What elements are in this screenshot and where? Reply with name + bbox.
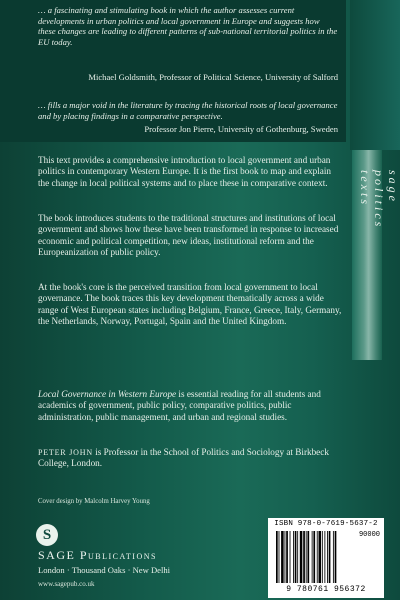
barcode-digits: 9 780761 956372: [286, 585, 366, 594]
review-attribution-2: Professor Jon Pierre, University of Gothenburg, Sweden: [144, 124, 338, 134]
book-title: Local Governance in Western Europe: [38, 389, 177, 399]
barcode-box: [268, 518, 384, 598]
description-paragraph-1: This text provides a comprehensive introduction to local government and urban politics in contemporary Western Europe. It is the first book to map and explain the change in local political systems and to place these in comparative context.: [38, 155, 332, 188]
cover-design-credit: Cover design by Malcolm Harvey Young: [38, 498, 150, 505]
series-label: [358, 170, 400, 229]
review-quote-1: … a fascinating and stimulating book in which the author assesses current developments in urban politics and local government in Europe and suggests how these changes are leading to different patterns of sub-national territorial politics in the EU today.: [38, 5, 338, 47]
review-attribution-1: Michael Goldsmith, Professor of Political Science, University of Salford: [88, 72, 338, 82]
review-quote-2: … fills a major void in the literature by tracing the historical roots of local governance and by placing findings in a comparative perspective.: [38, 100, 338, 121]
description-paragraph-4: [38, 389, 343, 423]
isbn-label: ISBN 978-0-7619-5637-2: [274, 520, 378, 528]
author-bio-rest: is Professor in the School of Politics and Sociology at Birkbeck College, London.: [38, 447, 329, 469]
series-word-politics: politics: [372, 170, 386, 230]
price-code: 90000: [358, 531, 380, 539]
sage-logo-icon: S: [36, 524, 58, 546]
publisher-name: SAGE Publications: [38, 548, 157, 562]
spine-edge: [350, 0, 400, 150]
barcode-icon: [276, 531, 354, 585]
paragraph-4-rest: is essential reading for all students and academics of government, public policy, comparative politics, public administration, public management, and urban and regional studies.: [38, 389, 321, 422]
author-name: PETER JOHN: [38, 448, 93, 457]
publisher-cities: London · Thousand Oaks · New Delhi: [38, 565, 171, 575]
author-bio: [38, 447, 343, 470]
description-paragraph-3: At the book's core is the perceived transition from local government to local governance. The book traces this key development thematically across a wide range of West European states including Belgium, France, Greece, Italy, Germany, the Netherlands, Norway, Portugal, Spain and the United Kingdom.: [38, 282, 342, 326]
series-word-texts: texts: [358, 170, 372, 207]
description-paragraph-2: The book introduces students to the traditional structures and institutions of local government and shows how these have been transformed in response to increased economic and political competition, new ideas, institutional reform and the Europeanization of public policy.: [38, 213, 339, 257]
series-word-sage: sage: [386, 170, 400, 204]
publisher-website: www.sagepub.co.uk: [38, 580, 95, 588]
